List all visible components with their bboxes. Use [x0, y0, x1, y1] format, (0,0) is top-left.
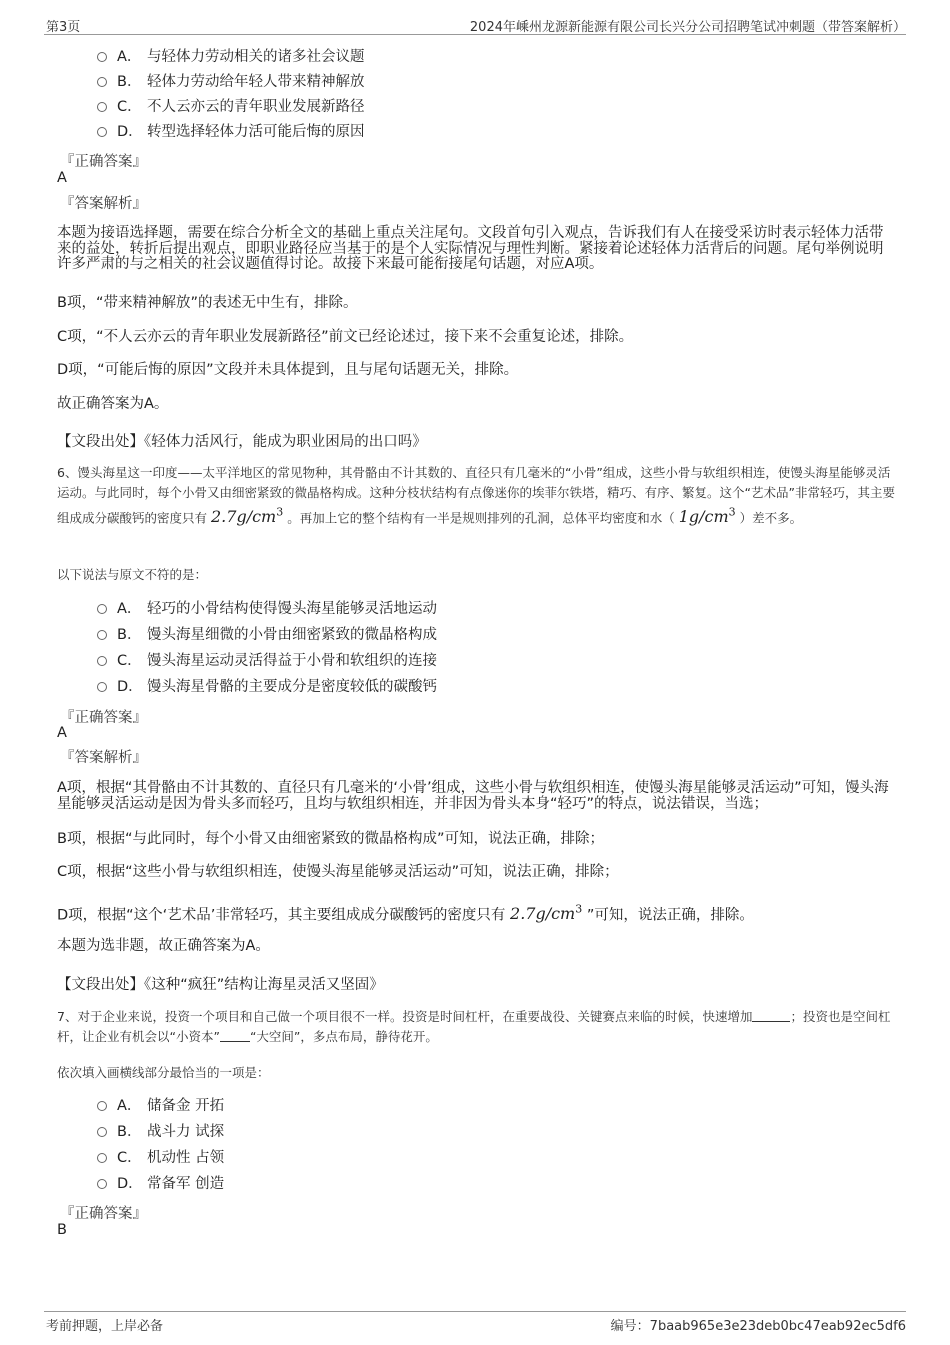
radio-icon[interactable]: [97, 127, 107, 137]
q6-prompt: 以下说法与原文不符的是：: [57, 567, 208, 582]
correct-answer-label: 『正确答案』: [60, 1206, 147, 1222]
q5-conclusion: 故正确答案为A。: [57, 396, 169, 412]
q6-answer: A: [57, 725, 67, 741]
q6-option-c[interactable]: C． 馒头海星运动灵活得益于小骨和软组织的连接: [97, 651, 437, 671]
radio-icon[interactable]: [97, 1127, 107, 1137]
radio-icon[interactable]: [97, 52, 107, 62]
analysis-label: 『答案解析』: [60, 750, 147, 766]
radio-icon[interactable]: [97, 102, 107, 112]
density-calcite: $2.7g/cm^3$: [510, 903, 583, 924]
q5-option-a[interactable]: A． 与轻体力劳动相关的诸多社会议题: [97, 47, 365, 67]
q5-option-c[interactable]: C． 不人云亦云的青年职业发展新路径: [97, 97, 365, 117]
q6-source: 【文段出处】《这种“疯狂”结构让海星灵活又坚固》: [57, 977, 384, 993]
density-water: $1g/cm^3$: [678, 506, 736, 527]
q7-option-d[interactable]: D． 常备军 创造: [97, 1174, 224, 1194]
page-footer: [44, 1311, 906, 1336]
q7-option-a[interactable]: A． 储备金 开拓: [97, 1096, 224, 1116]
q5-analysis-b: B项，“带来精神解放”的表述无中生有，排除。: [57, 295, 358, 311]
q5-analysis-main: 本题为接语选择题，需要在综合分析全文的基础上重点关注尾句。文段首句引入观点，告诉我们有人在接受采访时表示轻体力活带来的益处，转折后提出观点，即职业路径应当基于的是个人实际情况与理性判断。紧接着论述轻体力活背后的问题。尾句举例说明许多严肃的与之相关的社会议题值得讨论。故接下来最可能衔接尾句话题，对应A项。: [57, 225, 884, 272]
blank-1: [752, 1009, 790, 1022]
radio-icon[interactable]: [97, 1179, 107, 1189]
correct-answer-label: 『正确答案』: [60, 710, 147, 726]
page-number: 第3页: [46, 20, 81, 35]
radio-icon[interactable]: [97, 77, 107, 87]
q6-analysis-a: A项，根据“其骨骼由不计其数的、直径只有几毫米的‘小骨’组成，这些小骨与软组织相连，使馒头海星能够灵活运动”可知，馒头海星能够灵活运动是因为骨头多而轻巧，且均与软组织相连，并非因为骨头本身“轻巧”的特点，说法错误，当选；: [57, 780, 889, 812]
page-header: [44, 14, 906, 35]
density-calcite: $2.7g/cm^3$: [211, 506, 284, 527]
analysis-label: 『答案解析』: [60, 196, 147, 212]
q7-option-c[interactable]: C． 机动性 占领: [97, 1148, 224, 1168]
q5-analysis-d: D项，“可能后悔的原因”文段并未具体提到，且与尾句话题无关，排除。: [57, 362, 519, 378]
radio-icon[interactable]: [97, 682, 107, 692]
q5-option-d[interactable]: D． 转型选择轻体力活可能后悔的原因: [97, 122, 365, 142]
q6-analysis-c: C项，根据“这些小骨与软组织相连，使馒头海星能够灵活运动”可知，说法正确，排除；: [57, 864, 619, 880]
correct-answer-label: 『正确答案』: [60, 154, 147, 170]
q5-option-b[interactable]: B． 轻体力劳动给年轻人带来精神解放: [97, 72, 365, 92]
document-title: 2024年嵊州龙源新能源有限公司长兴分公司招聘笔试冲刺题（带答案解析）: [469, 20, 906, 35]
q7-answer: B: [57, 1222, 67, 1238]
radio-icon[interactable]: [97, 1153, 107, 1163]
q6-analysis-d: D项，根据“这个‘艺术品’非常轻巧，其主要组成成分碳酸钙的密度只有 $2.7g/cm^3$ ”可知，说法正确，排除。: [57, 903, 754, 924]
radio-icon[interactable]: [97, 604, 107, 614]
q6-option-b[interactable]: B． 馒头海星细微的小骨由细密紧致的微晶格构成: [97, 625, 437, 645]
blank-2: [220, 1029, 250, 1042]
q5-analysis-c: C项，“不人云亦云的青年职业发展新路径”前文已经论述过，接下来不会重复论述，排除。: [57, 329, 634, 345]
q7-stem: 7、对于企业来说，投资一个项目和自己做一个项目很不一样。投资是时间杠杆，在重要战役、关键赛点来临的时候，快速增加 ；投资也是空间杠杆，让企业有机会以“小资本” “大空间”，多点布局，静待花开。: [57, 1009, 891, 1044]
q6-stem: 6、馒头海星这一印度——太平洋地区的常见物种，其骨骼由不计其数的、直径只有几毫米的“小骨”组成，这些小骨与软组织相连，使馒头海星能够灵活运动。与此同时，每个小骨又由细密紧致的微晶格构成。这种分枝状结构有点像迷你的埃菲尔铁塔，精巧、有序、繁复。这个“艺术品”非常轻巧，其主要组成成分碳酸钙的密度只有 $2.7g/cm^3$ 。再加上它的整个结构有一半是规则排列的孔洞，总体平均密度和水（ $1g/cm^3$ ）差不多。: [57, 465, 895, 527]
q5-answer: A: [57, 170, 67, 186]
radio-icon[interactable]: [97, 1101, 107, 1111]
q6-conclusion: 本题为选非题，故正确答案为A。: [57, 938, 270, 954]
q5-source: 【文段出处】《轻体力活风行，能成为职业困局的出口吗》: [57, 434, 427, 450]
q7-prompt: 依次填入画横线部分最恰当的一项是：: [57, 1065, 270, 1080]
radio-icon[interactable]: [97, 630, 107, 640]
footer-slogan: 考前押题，上岸必备: [46, 1319, 164, 1334]
q7-option-b[interactable]: B． 战斗力 试探: [97, 1122, 224, 1142]
radio-icon[interactable]: [97, 656, 107, 666]
q6-analysis-b: B项，根据“与此同时，每个小骨又由细密紧致的微晶格构成”可知，说法正确，排除；: [57, 831, 604, 847]
q6-option-a[interactable]: A． 轻巧的小骨结构使得馒头海星能够灵活地运动: [97, 599, 437, 619]
q6-option-d[interactable]: D． 馒头海星骨骼的主要成分是密度较低的碳酸钙: [97, 677, 437, 697]
document-id: 编号：7baab965e3e23deb0bc47eab92ec5df6: [610, 1319, 906, 1334]
